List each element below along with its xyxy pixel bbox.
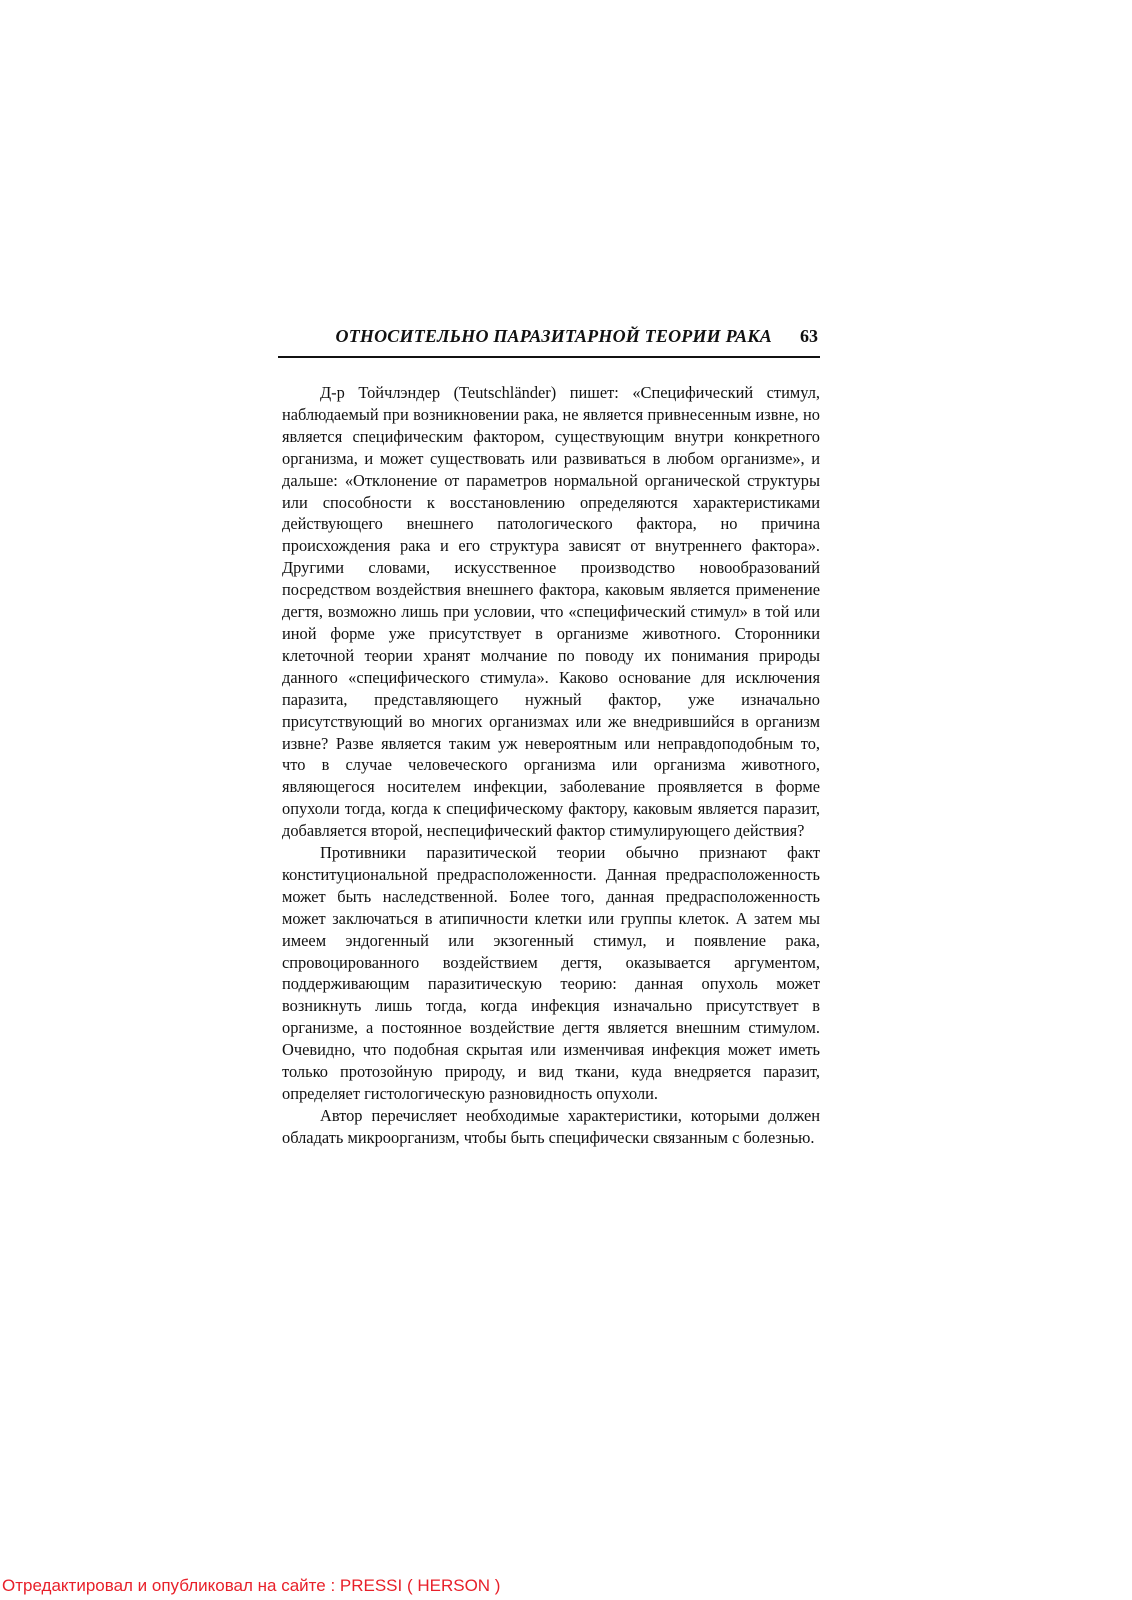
paragraph: Автор перечисляет необходимые характеристики, которыми должен обладать микроорганизм, чтобы быть специфически связанным с болезнью. [282, 1105, 820, 1147]
paragraph: Противники паразитической теории обычно признают факт конституциональной предрасположенности. Данная предрасположенность может быть наследственной. Более того, данная предрасположенность может заключаться в атипичности клетки или группы клеток. А затем мы имеем эндогенный или экзогенный стимул, и появление рака, спровоцированного воздействием дегтя, оказывается аргументом, поддерживающим паразитическую теорию: данная опухоль может возникнуть лишь тогда, когда инфекция изначально присутствует в организме, а постоянное воздействие дегтя является внешним стимулом. Очевидно, что подобная скрытая или изменчивая инфекция может иметь только протозойную природу, и вид ткани, куда внедряется паразит, определяет гистологическую разновидность опухоли. [282, 843, 820, 1103]
running-header [278, 326, 820, 358]
footer-credit: Отредактировал и опубликовал на сайте : PRESSI ( HERSON ) [2, 1576, 501, 1595]
chapter-title: ОТНОСИТЕЛЬНО ПАРАЗИТАРНОЙ ТЕОРИИ РАКА [335, 326, 772, 346]
page-number: 63 [800, 326, 818, 346]
paragraph: Д-р Тойчлэндер (Teutschländer) пишет: «Специфический стимул, наблюдаемый при возникновении рака, не является привнесенным извне, но является специфическим фактором, существующим внутри конкретного организма, и может существовать или развиваться в любом организме», и дальше: «Отклонение от параметров нормальной органической структуры или способности к восстановлению определяются характеристиками действующего внешнего патологического фактора, но причина происхождения рака и его структура зависят от внутреннего фактора». Другими словами, искусственное производство новообразований посредством воздействия внешнего фактора, каковым является применение дегтя, возможно лишь при условии, что «специфический стимул» в той или иной форме уже присутствует в организме животного. Сторонники клеточной теории хранят молчание по поводу их понимания природы данного «специфического стимула». Каково основание для исключения паразита, представляющего нужный фактор, уже изначально присутствующий во многих организмах или же внедрившийся в организм извне? Разве является таким уж невероятным или неправдоподобным то, что в случае человеческого организма или организма животного, являющегося носителем инфекции, заболевание проявляется в форме опухоли тогда, когда к специфическому фактору, каковым является паразит, добавляется второй, неспецифический фактор стимулирующего действия? [282, 383, 820, 841]
body-text [282, 382, 820, 1149]
